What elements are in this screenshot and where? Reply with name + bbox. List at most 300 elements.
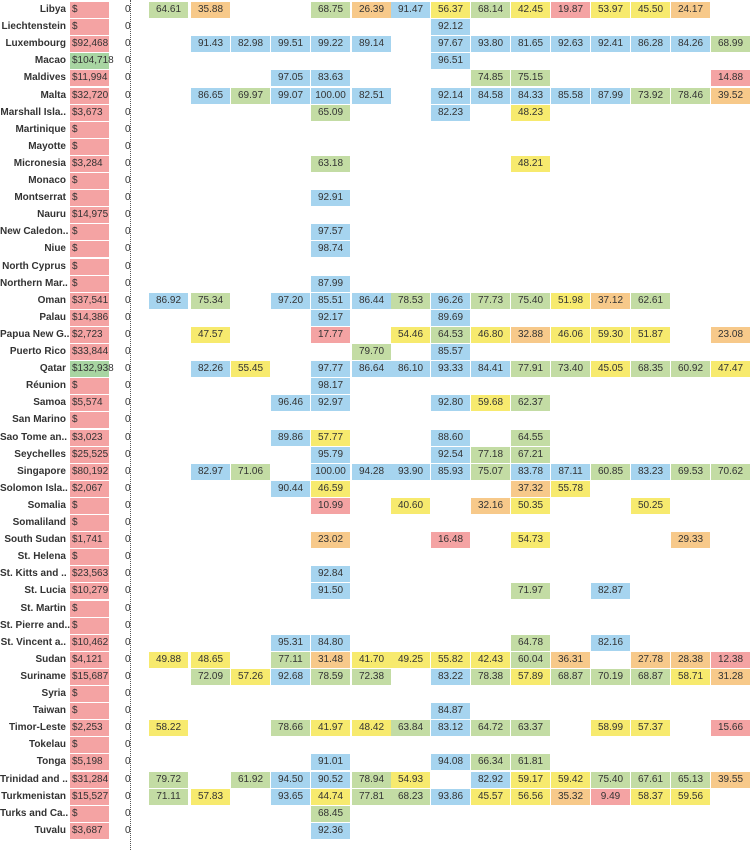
score-cell: 67.61 [631, 772, 670, 788]
score-cell: 55.82 [431, 652, 470, 668]
score-cell: 86.64 [352, 361, 391, 377]
country-label: Solomon Isla.. [0, 482, 68, 494]
score-cell: 75.40 [591, 772, 630, 788]
score-cell: 16.48 [431, 532, 470, 548]
score-cell: 92.12 [431, 19, 470, 35]
score-cell: 96.46 [271, 395, 310, 411]
score-cell: 83.22 [431, 669, 470, 685]
country-label: Suriname [20, 670, 66, 682]
score-cell: 85.57 [431, 344, 470, 360]
zero-marker: 0 [125, 568, 131, 580]
country-label: Sudan [35, 653, 66, 665]
score-cell: 82.23 [431, 105, 470, 121]
gdp-cell: $ [70, 276, 109, 292]
gdp-cell: $31,284 [70, 772, 109, 788]
gdp-cell: $ [70, 259, 109, 275]
score-cell: 97.20 [271, 293, 310, 309]
score-cell: 87.99 [311, 276, 350, 292]
score-cell: 54.46 [391, 327, 430, 343]
zero-marker: 0 [125, 551, 131, 563]
score-cell: 64.72 [471, 720, 510, 736]
score-cell: 60.92 [671, 361, 710, 377]
score-cell: 48.23 [511, 105, 550, 121]
score-cell: 42.45 [511, 2, 550, 18]
zero-marker: 0 [125, 260, 131, 272]
score-cell: 99.51 [271, 36, 310, 52]
score-cell: 68.23 [391, 789, 430, 805]
score-cell: 57.77 [311, 430, 350, 446]
score-cell: 48.21 [511, 156, 550, 172]
score-cell: 68.35 [631, 361, 670, 377]
score-cell: 92.91 [311, 190, 350, 206]
score-cell: 91.43 [191, 36, 230, 52]
country-label: Micronesia [13, 157, 66, 169]
score-cell: 48.42 [352, 720, 391, 736]
score-cell: 23.02 [311, 532, 350, 548]
score-cell: 93.33 [431, 361, 470, 377]
score-cell: 58.22 [149, 720, 188, 736]
gdp-cell: $5,198 [70, 754, 109, 770]
score-cell: 84.26 [671, 36, 710, 52]
score-cell: 92.63 [551, 36, 590, 52]
score-cell: 39.55 [711, 772, 750, 788]
score-cell: 87.11 [551, 464, 590, 480]
gdp-cell: $ [70, 515, 109, 531]
score-cell: 94.28 [352, 464, 391, 480]
country-label: St. Pierre and.. [0, 619, 71, 631]
zero-marker: 0 [125, 328, 131, 340]
score-cell: 78.53 [391, 293, 430, 309]
score-cell: 93.86 [431, 789, 470, 805]
gdp-cell: $ [70, 549, 109, 565]
score-cell: 60.04 [511, 652, 550, 668]
score-cell: 89.14 [352, 36, 391, 52]
gdp-cell: $25,525 [70, 447, 109, 463]
score-cell: 58.37 [631, 789, 670, 805]
score-cell: 83.12 [431, 720, 470, 736]
score-cell: 49.25 [391, 652, 430, 668]
score-cell: 57.37 [631, 720, 670, 736]
zero-marker: 0 [125, 517, 131, 528]
score-cell: 55.45 [231, 361, 270, 377]
score-cell: 92.84 [311, 566, 350, 582]
country-label: Syria [41, 688, 66, 699]
score-cell: 79.70 [352, 344, 391, 360]
score-cell: 47.57 [191, 327, 230, 343]
country-label: Qatar [39, 363, 66, 375]
country-label: Turkmenistan [1, 790, 66, 802]
country-label: Sao Tome an.. [0, 431, 68, 443]
country-label: Martinique [15, 123, 66, 135]
gdp-cell: $ [70, 139, 109, 155]
score-cell: 12.38 [711, 652, 750, 668]
gdp-cell: $3,284 [70, 156, 109, 172]
gdp-cell: $ [70, 412, 109, 428]
country-label: San Marino [12, 414, 66, 426]
country-label: Malta [40, 89, 66, 101]
country-label: Papua New G.. [0, 328, 70, 340]
score-cell: 63.37 [511, 720, 550, 736]
score-cell: 71.11 [149, 789, 188, 805]
score-cell: 57.26 [231, 669, 270, 685]
country-label: St. Vincent a.. [0, 636, 66, 648]
zero-marker: 0 [125, 807, 131, 819]
gdp-cell: $ [70, 686, 109, 702]
score-cell: 69.97 [231, 88, 270, 104]
score-cell: 35.32 [551, 789, 590, 805]
zero-marker: 0 [125, 294, 131, 306]
score-cell: 59.68 [471, 395, 510, 411]
gdp-cell: $5,574 [70, 395, 109, 411]
gdp-cell: $33,844 [70, 344, 109, 360]
score-cell: 84.41 [471, 361, 510, 377]
score-cell: 88.60 [431, 430, 470, 446]
score-cell: 31.28 [711, 669, 750, 685]
country-label: Somaliland [12, 517, 66, 528]
score-cell: 86.92 [149, 293, 188, 309]
score-cell: 96.26 [431, 293, 470, 309]
score-cell: 91.01 [311, 754, 350, 770]
zero-marker: 0 [125, 209, 131, 221]
score-cell: 75.40 [511, 293, 550, 309]
gdp-cell: $ [70, 122, 109, 138]
score-cell: 61.92 [231, 772, 270, 788]
country-label: St. Martin [20, 602, 66, 614]
score-cell: 78.46 [671, 88, 710, 104]
zero-marker: 0 [125, 397, 131, 409]
country-label: Taiwan [32, 705, 66, 717]
score-cell: 63.18 [311, 156, 350, 172]
zero-marker: 0 [125, 653, 131, 665]
score-cell: 92.14 [431, 88, 470, 104]
score-cell: 77.18 [471, 447, 510, 463]
score-cell: 84.80 [311, 635, 350, 651]
zero-marker: 0 [125, 756, 131, 768]
score-cell: 97.57 [311, 224, 350, 240]
score-cell: 96.51 [431, 53, 470, 69]
score-cell: 82.87 [591, 583, 630, 599]
score-cell: 92.68 [271, 669, 310, 685]
score-cell: 100.00 [311, 464, 350, 480]
zero-marker: 0 [125, 89, 131, 101]
gdp-cell: $3,023 [70, 430, 109, 446]
score-cell: 78.94 [352, 772, 391, 788]
zero-marker: 0 [125, 4, 131, 15]
zero-marker: 0 [125, 380, 131, 392]
score-cell: 98.74 [311, 241, 350, 257]
score-cell: 46.59 [311, 481, 350, 497]
score-cell: 75.15 [511, 70, 550, 86]
score-cell: 82.26 [191, 361, 230, 377]
zero-marker: 0 [125, 72, 131, 84]
gdp-cell: $23,563 [70, 566, 109, 582]
score-cell: 45.57 [471, 789, 510, 805]
zero-marker: 0 [125, 499, 131, 511]
score-cell: 98.17 [311, 378, 350, 394]
gdp-cell: $14,975 [70, 207, 109, 223]
gdp-cell: $32,720 [70, 88, 109, 104]
score-cell: 10.99 [311, 498, 350, 514]
zero-marker: 0 [125, 448, 131, 460]
zero-marker: 0 [125, 363, 131, 375]
score-cell: 54.73 [511, 532, 550, 548]
score-cell: 19.87 [551, 2, 590, 18]
score-cell: 59.42 [551, 772, 590, 788]
zero-marker: 0 [125, 670, 131, 682]
score-cell: 49.88 [149, 652, 188, 668]
score-cell: 63.84 [391, 720, 430, 736]
score-cell: 92.17 [311, 310, 350, 326]
country-label: Mayotte [28, 140, 66, 152]
score-cell: 68.14 [471, 2, 510, 18]
score-cell: 53.97 [591, 2, 630, 18]
zero-marker: 0 [125, 226, 131, 238]
zero-marker: 0 [125, 722, 131, 734]
score-cell: 48.65 [191, 652, 230, 668]
zero-marker: 0 [125, 414, 131, 426]
score-cell: 59.56 [671, 789, 710, 805]
score-cell: 83.78 [511, 464, 550, 480]
score-cell: 91.47 [391, 2, 430, 18]
score-cell: 31.48 [311, 652, 350, 668]
score-cell: 94.08 [431, 754, 470, 770]
score-cell: 36.31 [551, 652, 590, 668]
zero-marker: 0 [125, 705, 131, 717]
score-cell: 84.58 [471, 88, 510, 104]
score-cell: 70.19 [591, 669, 630, 685]
gdp-cell: $ [70, 703, 109, 719]
zero-marker: 0 [125, 636, 131, 648]
score-cell: 42.43 [471, 652, 510, 668]
score-cell: 70.62 [711, 464, 750, 480]
score-cell: 82.51 [352, 88, 391, 104]
gdp-cell: $ [70, 241, 109, 257]
country-label: St. Kitts and .. [0, 568, 67, 580]
zero-marker: 0 [125, 311, 131, 323]
score-cell: 68.99 [711, 36, 750, 52]
score-cell: 68.45 [311, 806, 350, 822]
score-cell: 29.33 [671, 532, 710, 548]
score-cell: 86.10 [391, 361, 430, 377]
score-cell: 93.90 [391, 464, 430, 480]
score-cell: 64.53 [431, 327, 470, 343]
score-cell: 82.16 [591, 635, 630, 651]
score-cell: 97.77 [311, 361, 350, 377]
gdp-cell: $37,541 [70, 293, 109, 309]
score-cell: 37.32 [511, 481, 550, 497]
zero-marker: 0 [125, 431, 131, 443]
country-label: St. Helena [17, 551, 66, 563]
score-cell: 93.80 [471, 36, 510, 52]
score-cell: 91.50 [311, 583, 350, 599]
score-cell: 58.99 [591, 720, 630, 736]
country-label: Luxembourg [5, 38, 66, 50]
zero-marker: 0 [125, 123, 131, 135]
score-cell: 67.21 [511, 447, 550, 463]
score-cell: 79.72 [149, 772, 188, 788]
country-label: St. Lucia [24, 585, 66, 597]
country-label: Tokelau [28, 739, 66, 751]
country-label: Oman [37, 294, 66, 306]
score-cell: 59.17 [511, 772, 550, 788]
score-cell: 89.69 [431, 310, 470, 326]
gdp-cell: $ [70, 737, 109, 753]
score-cell: 41.97 [311, 720, 350, 736]
gdp-cell: $ [70, 19, 109, 35]
zero-marker: 0 [125, 106, 131, 118]
score-cell: 66.34 [471, 754, 510, 770]
country-label: Turks and Ca.. [0, 807, 69, 819]
score-cell: 97.05 [271, 70, 310, 86]
country-label: South Sudan [4, 534, 66, 546]
score-cell: 99.07 [271, 88, 310, 104]
score-cell: 71.06 [231, 464, 270, 480]
zero-marker: 0 [125, 175, 131, 186]
score-cell: 92.36 [311, 823, 350, 839]
gdp-cell: $14,386 [70, 310, 109, 326]
score-cell: 24.17 [671, 2, 710, 18]
score-cell: 61.81 [511, 754, 550, 770]
score-cell: 100.00 [311, 88, 350, 104]
score-cell: 87.99 [591, 88, 630, 104]
score-cell: 17.77 [311, 327, 350, 343]
gdp-cell: $11,994 [70, 70, 109, 86]
gdp-cell: $ [70, 601, 109, 617]
score-cell: 97.67 [431, 36, 470, 52]
score-cell: 85.58 [551, 88, 590, 104]
score-cell: 68.87 [551, 669, 590, 685]
gdp-cell: $ [70, 173, 109, 189]
gdp-cell: $ [70, 190, 109, 206]
score-cell: 46.80 [471, 327, 510, 343]
country-label: Niue [44, 243, 66, 255]
score-cell: 69.53 [671, 464, 710, 480]
zero-marker: 0 [125, 790, 131, 802]
score-cell: 77.11 [271, 652, 310, 668]
score-cell: 27.78 [631, 652, 670, 668]
zero-marker: 0 [125, 534, 131, 546]
country-label: Seychelles [14, 448, 66, 460]
gdp-cell: $ [70, 618, 109, 634]
score-cell: 78.66 [271, 720, 310, 736]
score-cell: 92.54 [431, 447, 470, 463]
country-label: Maldives [23, 72, 66, 84]
zero-marker: 0 [125, 688, 131, 699]
zero-marker: 0 [125, 243, 131, 255]
score-cell: 59.30 [591, 327, 630, 343]
country-label: Timor-Leste [8, 722, 66, 734]
gdp-cell: $3,687 [70, 823, 109, 839]
score-cell: 94.50 [271, 772, 310, 788]
score-cell: 58.71 [671, 669, 710, 685]
zero-marker: 0 [125, 619, 131, 631]
score-cell: 85.93 [431, 464, 470, 480]
score-cell: 15.66 [711, 720, 750, 736]
gdp-cell: $15,687 [70, 669, 109, 685]
score-cell: 83.63 [311, 70, 350, 86]
score-cell: 82.92 [471, 772, 510, 788]
score-cell: 37.12 [591, 293, 630, 309]
score-cell: 45.05 [591, 361, 630, 377]
gdp-cell: $10,462 [70, 635, 109, 651]
zero-marker: 0 [125, 773, 131, 785]
score-cell: 83.23 [631, 464, 670, 480]
score-cell: 90.52 [311, 772, 350, 788]
country-label: Tonga [36, 756, 66, 768]
score-cell: 95.79 [311, 447, 350, 463]
gdp-cell: $ [70, 2, 109, 18]
score-cell: 28.38 [671, 652, 710, 668]
zero-marker: 0 [125, 157, 131, 169]
score-cell: 14.88 [711, 70, 750, 86]
gdp-cell: $4,121 [70, 652, 109, 668]
score-cell: 72.09 [191, 669, 230, 685]
gdp-cell: $15,527 [70, 789, 109, 805]
score-cell: 90.44 [271, 481, 310, 497]
score-cell: 57.89 [511, 669, 550, 685]
gdp-cell: $10,279 [70, 583, 109, 599]
zero-marker: 0 [125, 465, 131, 477]
gdp-cell: $2,253 [70, 720, 109, 736]
score-cell: 85.51 [311, 293, 350, 309]
zero-marker: 0 [125, 482, 131, 494]
country-label: North Cyprus [2, 260, 66, 272]
zero-marker: 0 [125, 55, 131, 67]
zero-marker: 0 [125, 21, 131, 33]
score-cell: 77.73 [471, 293, 510, 309]
country-label: Northern Mar.. [0, 277, 68, 289]
score-cell: 81.65 [511, 36, 550, 52]
score-cell: 50.25 [631, 498, 670, 514]
score-cell: 92.41 [591, 36, 630, 52]
zero-marker: 0 [125, 346, 131, 357]
country-label: Libya [39, 4, 66, 15]
zero-marker: 0 [125, 739, 131, 751]
country-label: Samoa [33, 397, 66, 409]
score-cell: 77.81 [352, 789, 391, 805]
score-cell: 64.78 [511, 635, 550, 651]
country-label: Réunion [26, 380, 66, 392]
country-label: Liechtenstein [1, 21, 66, 33]
score-cell: 40.60 [391, 498, 430, 514]
score-cell: 71.97 [511, 583, 550, 599]
score-cell: 92.80 [431, 395, 470, 411]
score-cell: 82.98 [231, 36, 270, 52]
zero-marker: 0 [125, 38, 131, 50]
gdp-cell: $80,192 [70, 464, 109, 480]
score-cell: 73.40 [551, 361, 590, 377]
score-cell: 93.65 [271, 789, 310, 805]
gdp-cell: $ [70, 378, 109, 394]
score-cell: 95.31 [271, 635, 310, 651]
score-cell: 82.97 [191, 464, 230, 480]
score-cell: 92.97 [311, 395, 350, 411]
score-cell: 84.33 [511, 88, 550, 104]
gdp-cell: $3,673 [70, 105, 109, 121]
score-cell: 51.87 [631, 327, 670, 343]
zero-marker: 0 [125, 602, 131, 614]
score-cell: 9.49 [591, 789, 630, 805]
score-cell: 47.47 [711, 361, 750, 377]
gdp-cell: $92,468 [70, 36, 109, 52]
score-cell: 84.87 [431, 703, 470, 719]
country-label: Puerto Rico [9, 346, 66, 357]
score-cell: 78.59 [311, 669, 350, 685]
country-label: Marshall Isla.. [0, 106, 66, 118]
score-cell: 86.44 [352, 293, 391, 309]
country-label: Nauru [37, 209, 66, 221]
score-cell: 23.08 [711, 327, 750, 343]
